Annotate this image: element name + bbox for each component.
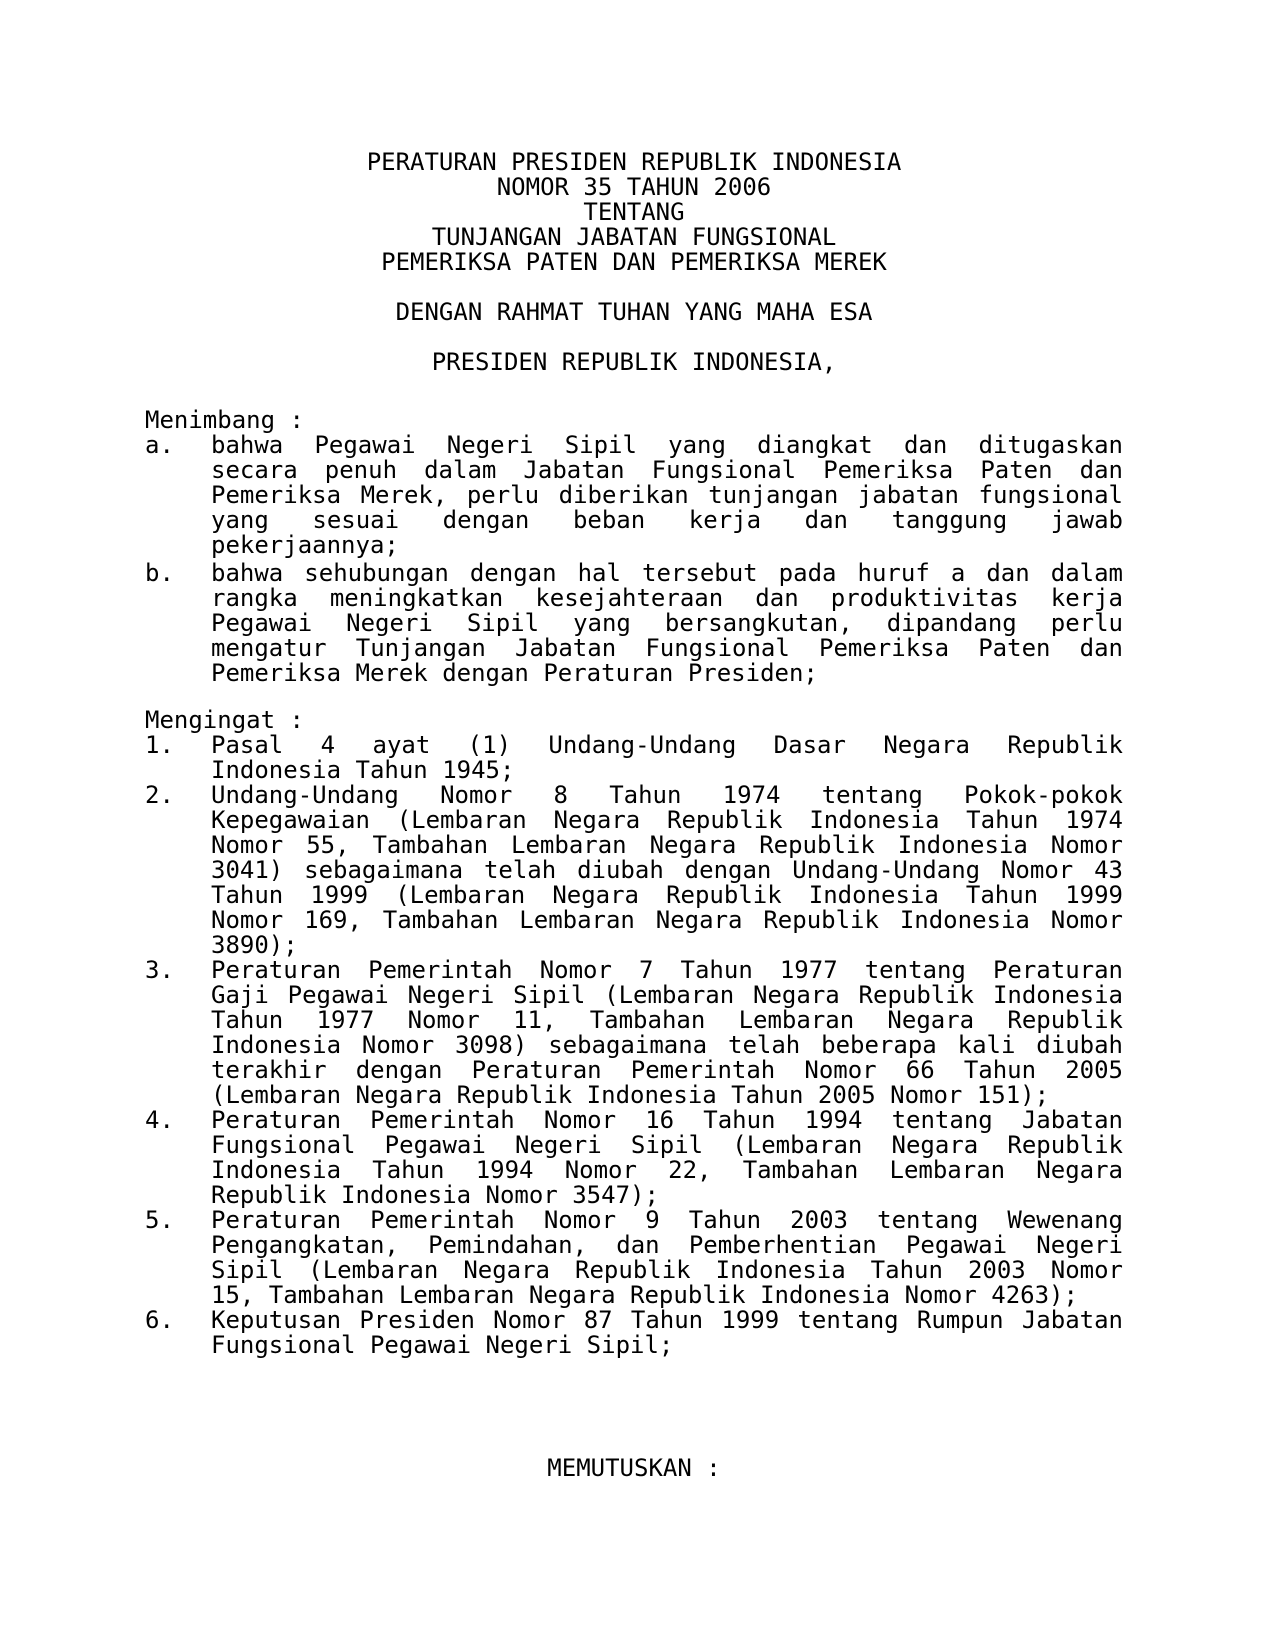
text-line: pekerjaannya; xyxy=(211,531,399,559)
text-line: Sipil (Lembaran Negara Republik Indonesia Tahun 2003 Nomor xyxy=(211,1256,1123,1284)
title-line: NOMOR 35 TAHUN 2006 xyxy=(496,173,772,201)
list-item-marker: 2. xyxy=(145,781,174,809)
decision-heading: MEMUTUSKAN : xyxy=(547,1454,721,1482)
title-line: PEMERIKSA PATEN DAN PEMERIKSA MEREK xyxy=(381,248,887,276)
text-line: Indonesia Nomor 3098) sebagaimana telah beberapa kali diubah xyxy=(211,1031,1123,1059)
list-item xyxy=(145,733,1123,783)
text-line: Tahun 1977 Nomor 11, Tambahan Lembaran Negara Republik xyxy=(211,1006,1123,1034)
list-item-marker: b. xyxy=(145,559,174,587)
list-item-text xyxy=(211,1308,1123,1358)
list-item-marker: 4. xyxy=(145,1106,174,1134)
list-item-marker: a. xyxy=(145,431,174,459)
menimbang-label: Menimbang : xyxy=(145,406,304,434)
list-item-marker: 6. xyxy=(145,1306,174,1334)
text-line: Peraturan Pemerintah Nomor 9 Tahun 2003 tentang Wewenang xyxy=(211,1206,1123,1234)
mengingat-label: Mengingat : xyxy=(145,706,304,734)
list-item xyxy=(145,1108,1123,1208)
title-line: PERATURAN PRESIDEN REPUBLIK INDONESIA xyxy=(366,148,902,176)
text-line: 3890); xyxy=(211,931,298,959)
invocation-line: DENGAN RAHMAT TUHAN YANG MAHA ESA xyxy=(395,298,873,326)
text-line: Undang-Undang Nomor 8 Tahun 1974 tentang Pokok-pokok xyxy=(211,781,1123,809)
list-item-text xyxy=(211,783,1123,958)
text-line: bahwa Pegawai Negeri Sipil yang diangkat dan ditugaskan xyxy=(211,431,1123,459)
list-item-text xyxy=(211,733,1123,783)
mengingat-item-list xyxy=(145,733,1123,1358)
menimbang-section xyxy=(145,408,1123,686)
text-line: rangka meningkatkan kesejahteraan dan produktivitas kerja xyxy=(211,584,1123,612)
text-line: Indonesia Tahun 1994 Nomor 22, Tambahan Lembaran Negara xyxy=(211,1156,1123,1184)
list-item-text xyxy=(211,561,1123,686)
list-item-marker: 1. xyxy=(145,731,174,759)
list-item xyxy=(145,1308,1123,1358)
text-line: 3041) sebagaimana telah diubah dengan Undang-Undang Nomor 43 xyxy=(211,856,1123,884)
list-item xyxy=(145,783,1123,958)
menimbang-item-list xyxy=(145,433,1123,686)
text-line: Pemeriksa Merek, perlu diberikan tunjangan jabatan fungsional xyxy=(211,481,1123,509)
list-item-text xyxy=(211,1208,1123,1308)
list-item-text xyxy=(211,958,1123,1108)
text-line: Fungsional Pegawai Negeri Sipil; xyxy=(211,1331,674,1359)
text-line: Tahun 1999 (Lembaran Negara Republik Indonesia Tahun 1999 xyxy=(211,881,1123,909)
text-line: Pegawai Negeri Sipil yang bersangkutan, dipandang perlu xyxy=(211,609,1123,637)
list-item-text xyxy=(211,433,1123,558)
text-line: bahwa sehubungan dengan hal tersebut pada huruf a dan dalam xyxy=(211,559,1123,587)
text-line: Fungsional Pegawai Negeri Sipil (Lembaran Negara Republik xyxy=(211,1131,1123,1159)
text-line: Peraturan Pemerintah Nomor 16 Tahun 1994 tentang Jabatan xyxy=(211,1106,1123,1134)
list-item xyxy=(145,958,1123,1108)
text-line: Pengangkatan, Pemindahan, dan Pemberhentian Pegawai Negeri xyxy=(211,1231,1123,1259)
list-item-marker: 5. xyxy=(145,1206,174,1234)
text-line: Kepegawaian (Lembaran Negara Republik Indonesia Tahun 1974 xyxy=(211,806,1123,834)
text-line: 15, Tambahan Lembaran Negara Republik Indonesia Nomor 4263); xyxy=(211,1281,1078,1309)
text-line: Pemeriksa Merek dengan Peraturan Presiden; xyxy=(211,659,818,687)
text-line: Gaji Pegawai Negeri Sipil (Lembaran Negara Republik Indonesia xyxy=(211,981,1123,1009)
authority-line: PRESIDEN REPUBLIK INDONESIA, xyxy=(431,348,837,376)
list-item xyxy=(145,561,1123,686)
list-item-text xyxy=(211,1108,1123,1208)
text-line: Pasal 4 ayat (1) Undang-Undang Dasar Negara Republik xyxy=(211,731,1123,759)
title-line: TENTANG xyxy=(583,198,685,226)
text-line: Nomor 169, Tambahan Lembaran Negara Republik Indonesia Nomor xyxy=(211,906,1123,934)
text-line: secara penuh dalam Jabatan Fungsional Pemeriksa Paten dan xyxy=(211,456,1123,484)
text-line: yang sesuai dengan beban kerja dan tanggung jawab xyxy=(211,506,1123,534)
text-line: Republik Indonesia Nomor 3547); xyxy=(211,1181,659,1209)
text-line: (Lembaran Negara Republik Indonesia Tahun 2005 Nomor 151); xyxy=(211,1081,1050,1109)
text-line: Keputusan Presiden Nomor 87 Tahun 1999 tentang Rumpun Jabatan xyxy=(211,1306,1123,1334)
list-item-marker: 3. xyxy=(145,956,174,984)
text-line: mengatur Tunjangan Jabatan Fungsional Pemeriksa Paten dan xyxy=(211,634,1123,662)
mengingat-section xyxy=(145,708,1123,1358)
text-line: Nomor 55, Tambahan Lembaran Negara Republik Indonesia Nomor xyxy=(211,831,1123,859)
text-line: terakhir dengan Peraturan Pemerintah Nomor 66 Tahun 2005 xyxy=(211,1056,1123,1084)
text-line: Peraturan Pemerintah Nomor 7 Tahun 1977 tentang Peraturan xyxy=(211,956,1123,984)
title-line: TUNJANGAN JABATAN FUNGSIONAL xyxy=(431,223,837,251)
list-item xyxy=(145,1208,1123,1308)
list-item xyxy=(145,433,1123,558)
text-line: Indonesia Tahun 1945; xyxy=(211,756,515,784)
document-title xyxy=(145,150,1123,275)
